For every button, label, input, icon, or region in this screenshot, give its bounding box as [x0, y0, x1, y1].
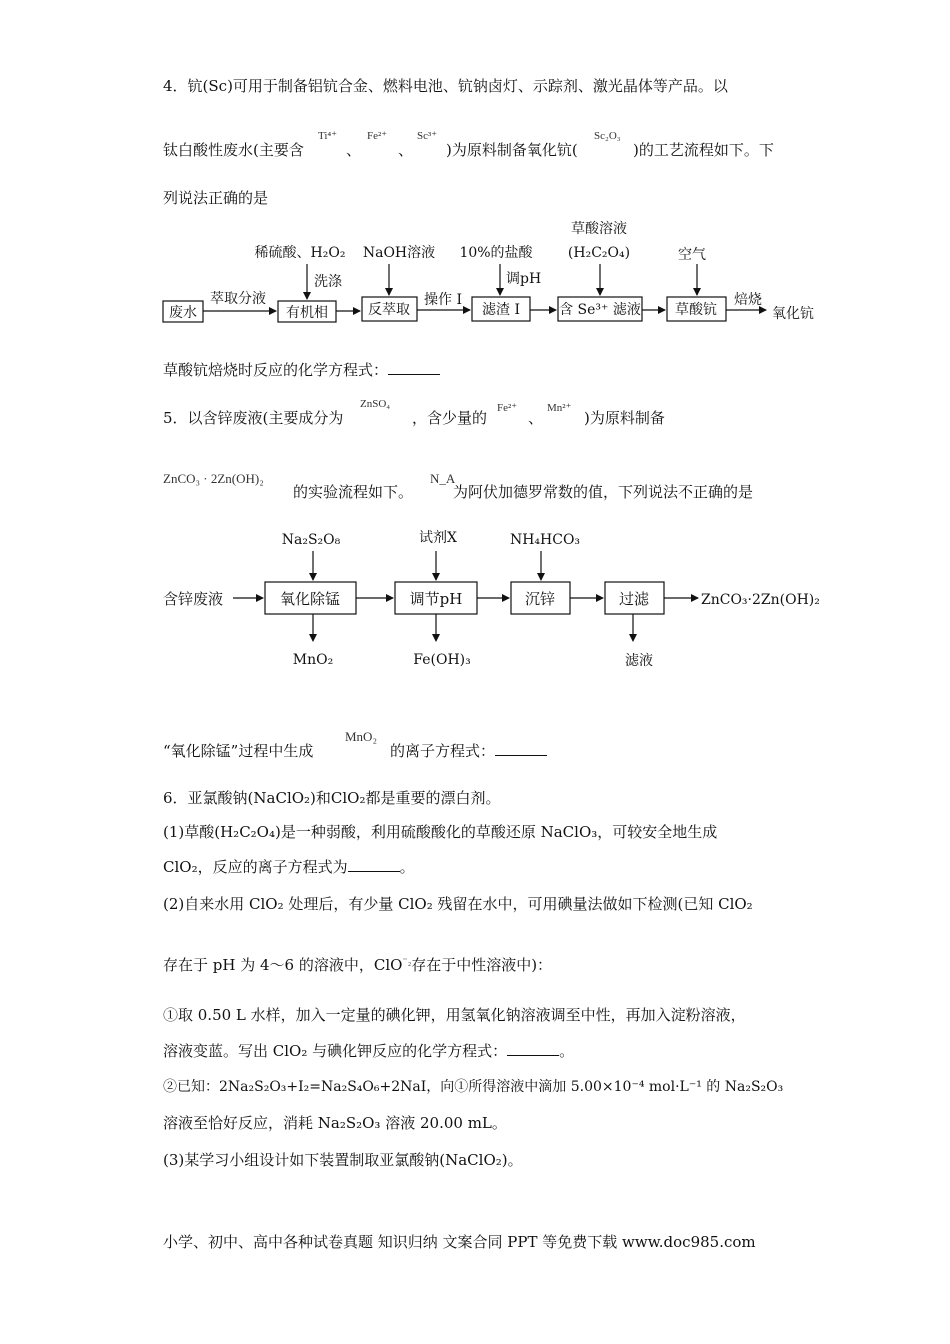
- q5-line1b: ，含少量的: [412, 409, 488, 427]
- box-residue-label: 滤渣 I: [482, 302, 520, 318]
- q5-mno2: MnO₂: [345, 729, 377, 744]
- footer-text: 小学、初中、高中各种试卷真题 知识归纳 文案合同 PPT 等免费下载 www.doc985.com: [163, 1233, 756, 1251]
- q5-sep: 、: [528, 409, 544, 427]
- q6-p1-end: 。: [399, 858, 415, 876]
- box-waste-label: 废水: [169, 305, 197, 321]
- q6-s2a: ②已知：2Na₂S₂O₃+I₂=Na₂S₄O₆+2NaI，向①所得溶液中滴加 5.00×10⁻⁴ mol·L⁻¹ 的 Na₂S₂O₃: [163, 1079, 784, 1095]
- adjust-ph-label: 调pH: [506, 271, 542, 287]
- q6-p2a: (2)自来水用 ClO₂ 处理后，有少量 ClO₂ 残留在水中，可用碘量法做如下检测(已知 ClO₂: [163, 895, 753, 913]
- reagent2-label: 试剂X: [419, 530, 457, 546]
- q5-line1a: 5．以含锌废液(主要成分为: [163, 409, 344, 427]
- out2-label: Fe(OH)₃: [413, 652, 471, 668]
- product-label: 氧化钪: [772, 306, 814, 322]
- q4-line1: 4．钪(Sc)可用于制备铝钪合金、燃料电池、钪钠卤灯、示踪剂、激光晶体等产品。以: [163, 77, 728, 95]
- q6-s1b-text: 溶液变蓝。写出 ClO₂ 与碘化钾反应的化学方程式：: [163, 1042, 508, 1060]
- out1-label: MnO₂: [292, 652, 334, 668]
- q6-p2b: [163, 955, 552, 978]
- reagent3-label: NH₄HCO₃: [509, 532, 581, 548]
- q6-p3: (3)某学习小组设计如下装置制取亚氯酸钠(NaClO₂)。: [163, 1151, 523, 1169]
- reagent4b-label: (H₂C₂O₄): [567, 245, 631, 261]
- q5-question-b: [390, 741, 547, 761]
- q6-p2b-text2: 存在于中性溶液中)：: [411, 956, 553, 974]
- q5-ion-fe: Fe²⁺: [497, 402, 518, 414]
- q4-ion-sc: Sc³⁺: [417, 130, 438, 142]
- q4-ion-fe: Fe²⁺: [367, 130, 388, 142]
- arrow-extract-label: 萃取分液: [210, 291, 266, 307]
- q5-line1c: )为原料制备: [584, 409, 665, 427]
- q5-salt: ZnSO₄: [360, 398, 391, 410]
- reagent4a-label: 草酸溶液: [571, 221, 627, 237]
- answer-blank: [507, 1041, 559, 1056]
- box-oxalate-label: 草酸钪: [675, 302, 717, 318]
- box-filtrate-label: 含 Se³⁺ 滤液: [559, 302, 641, 318]
- input-label: 含锌废液: [163, 590, 224, 608]
- q6-title: 6．亚氯酸钠(NaClO₂)和ClO₂都是重要的漂白剂。: [163, 789, 501, 807]
- q6-p1a: (1)草酸(H₂C₂O₄)是一种弱酸，利用硫酸酸化的草酸还原 NaClO₃，可较安全地生成: [163, 823, 718, 841]
- q5-line2a: 的实验流程如下。: [293, 483, 414, 501]
- q4-question-text: 草酸钪焙烧时反应的化学方程式：: [163, 361, 389, 379]
- answer-blank: [495, 741, 547, 756]
- q6-clo2-ion: ⁻₂: [402, 956, 412, 967]
- q5-question-b-text: 的离子方程式：: [390, 742, 496, 760]
- q4-line2c: )的工艺流程如下。下: [633, 141, 774, 159]
- box1-label: 氧化除锰: [279, 590, 341, 608]
- q4-line2b: )为原料制备氧化钪(: [446, 141, 578, 159]
- q5-product-formula: ZnCO₃ · 2Zn(OH)₂: [163, 471, 264, 486]
- reagent2-label: NaOH溶液: [362, 245, 436, 261]
- q4-oxide: Sc₂O₃: [594, 130, 621, 142]
- answer-blank: [348, 857, 400, 872]
- box3-label: 沉锌: [524, 590, 556, 608]
- arrow-op-label: 操作 I: [424, 292, 462, 308]
- reagent1-label: 稀硫酸、H₂O₂: [254, 245, 346, 261]
- q4-ion-ti: Ti⁴⁺: [318, 130, 338, 142]
- q6-s1b: [163, 1041, 574, 1061]
- wash-label: 洗涤: [314, 274, 342, 290]
- box2-label: 调节pH: [409, 590, 463, 608]
- q6-p1b: [163, 857, 415, 877]
- arrow-calcine-label: 焙烧: [734, 292, 762, 308]
- q4-sep1: 、: [346, 141, 362, 159]
- q6-p1b-text: ClO₂，反应的离子方程式为: [163, 858, 348, 876]
- box-back-label: 反萃取: [368, 302, 410, 318]
- q6-s1-end: 。: [559, 1042, 575, 1060]
- reagent5-label: 空气: [678, 247, 706, 263]
- q4-line2a: 钛白酸性废水(主要含: [163, 141, 304, 159]
- out3-label: 滤液: [625, 653, 653, 669]
- q6-s2b: 溶液至恰好反应，消耗 Na₂S₂O₃ 溶液 20.00 mL。: [163, 1114, 507, 1132]
- q5-na: N_A: [430, 471, 456, 486]
- q5-line2b: 为阿伏加德罗常数的值，下列说法不正确的是: [453, 483, 754, 501]
- reagent3-label: 10%的盐酸: [459, 245, 533, 261]
- box-organic-label: 有机相: [286, 305, 328, 321]
- output-label: ZnCO₃·2Zn(OH)₂: [701, 592, 820, 608]
- reagent1-label: Na₂S₂O₈: [281, 532, 341, 548]
- q4-line3: 列说法正确的是: [163, 189, 269, 207]
- q6-s1a: ①取 0.50 L 水样，加入一定量的碘化钾，用氢氧化钠溶液调至中性，再加入淀粉溶液，: [163, 1006, 746, 1024]
- q4-sep2: 、: [398, 141, 414, 159]
- q5-ion-mn: Mn²⁺: [547, 402, 572, 414]
- box4-label: 过滤: [618, 590, 650, 608]
- q5-question-a: “氧化除锰”过程中生成: [163, 742, 314, 760]
- q6-p2b-text1: 存在于 pH 为 4～6 的溶液中，ClO: [163, 956, 403, 974]
